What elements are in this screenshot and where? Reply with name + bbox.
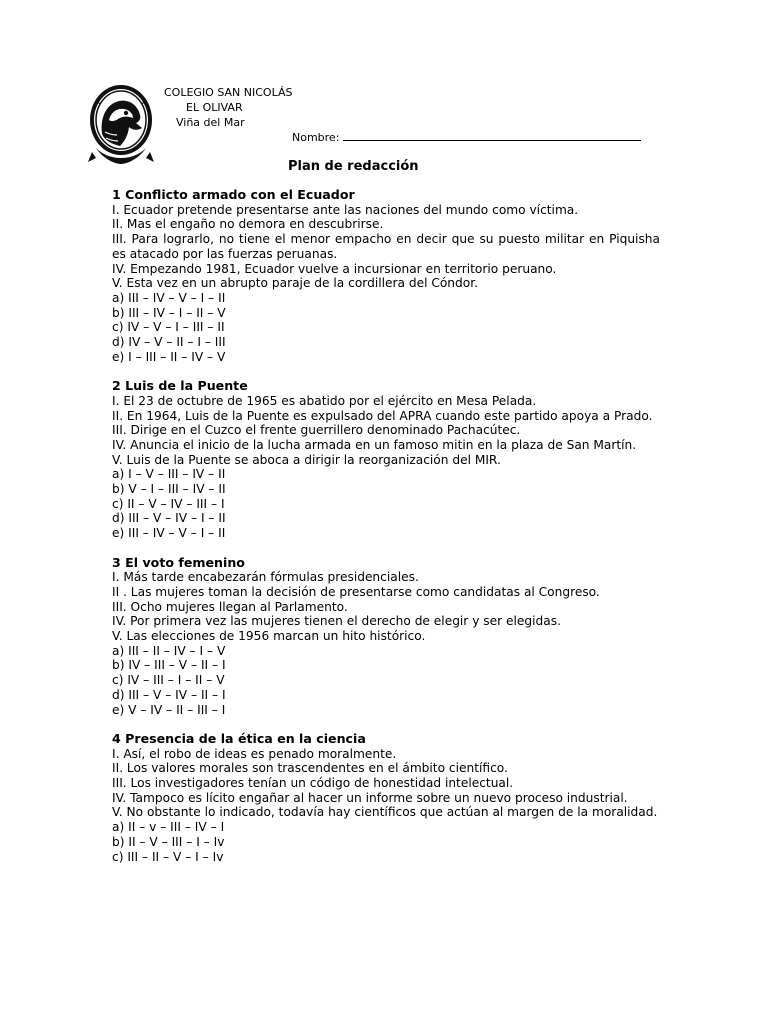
section-heading: 4 Presencia de la ética en la ciencia: [112, 730, 366, 746]
statement-line: V. No obstante lo indicado, todavía hay científicos que actúan al margen de la moralidad.: [112, 805, 658, 820]
statement-line: IV. Empezando 1981, Ecuador vuelve a incursionar en territorio peruano.: [112, 261, 557, 276]
statement-line: II. Los valores morales son trascendentes en el ámbito científico.: [112, 761, 508, 776]
answer-option: c) II – V – IV – III – I: [112, 496, 225, 511]
answer-option: b) III – IV – I – II – V: [112, 305, 226, 320]
answer-option: e) I – III – II – IV – V: [112, 349, 226, 364]
answer-option: b) IV – III – V – II – I: [112, 658, 226, 673]
answer-option: c) IV – V – I – III – II: [112, 320, 225, 335]
statement-line: III. Para lograrlo, no tiene el menor empacho en decir que su puesto militar en Piquisha es atacado por las fuerzas peruanas.: [112, 232, 660, 261]
name-blank-line[interactable]: [343, 130, 641, 141]
statement-line: II . Las mujeres toman la decisión de presentarse como candidatas al Congreso.: [112, 584, 600, 599]
exercise-section: [112, 188, 660, 364]
statement-line: III. Ocho mujeres llegan al Parlamento.: [112, 599, 348, 614]
exercise-section: [112, 732, 660, 864]
name-label: Nombre:: [292, 131, 340, 144]
answer-option: a) III – II – IV – I – V: [112, 643, 226, 658]
answer-option: a) I – V – III – IV – II: [112, 467, 226, 482]
statement-line: V. Las elecciones de 1956 marcan un hito histórico.: [112, 629, 426, 644]
statement-line: III. Los investigadores tenían un código de honestidad intelectual.: [112, 776, 514, 791]
answer-option: d) III – V – IV – II – I: [112, 687, 226, 702]
statement-line: I. Así, el robo de ideas es penado moralmente.: [112, 746, 397, 761]
answer-option: d) IV – V – II – I – III: [112, 335, 226, 350]
statement-line: I. Más tarde encabezarán fórmulas presidenciales.: [112, 570, 419, 585]
document-title: Plan de redacción: [288, 159, 419, 174]
exercise-list: [112, 188, 660, 879]
answer-option: e) III – IV – V – I – II: [112, 526, 226, 541]
eagle-crest-icon: [86, 82, 156, 170]
statement-line: I. El 23 de octubre de 1965 es abatido por el ejército en Mesa Pelada.: [112, 393, 537, 408]
section-heading: 2 Luis de la Puente: [112, 378, 248, 394]
answer-option: d) III – V – IV – I – II: [112, 511, 226, 526]
statement-line: IV. Tampoco es lícito engañar al hacer un informe sobre un nuevo proceso industrial.: [112, 790, 628, 805]
section-heading: 1 Conflicto armado con el Ecuador: [112, 187, 355, 202]
statement-line: III. Dirige en el Cuzco el frente guerrillero denominado Pachacútec.: [112, 423, 521, 438]
answer-option: a) III – IV – V – I – II: [112, 290, 226, 305]
school-name: COLEGIO SAN NICOLÁS: [164, 86, 293, 99]
statement-line: IV. Anuncia el inicio de la lucha armada en un famoso mitin en la plaza de San Martín.: [112, 437, 637, 452]
school-city: Viña del Mar: [176, 116, 245, 129]
statement-line: II. Mas el engaño no demora en descubrirse.: [112, 217, 384, 232]
statement-line: IV. Por primera vez las mujeres tienen el derecho de elegir y ser elegidas.: [112, 614, 561, 629]
statement-line: V. Luis de la Puente se aboca a dirigir la reorganización del MIR.: [112, 452, 501, 467]
answer-option: b) V – I – III – IV – II: [112, 482, 226, 497]
name-field-row: [292, 130, 641, 145]
section-heading: 3 El voto femenino: [112, 554, 245, 570]
exercise-section: [112, 379, 660, 541]
answer-option: b) II – V – III – I – Iv: [112, 834, 225, 849]
school-campus: EL OLIVAR: [186, 101, 243, 114]
exercise-section: [112, 556, 660, 718]
answer-option: a) II – v – III – IV – I: [112, 820, 225, 835]
statement-line: I. Ecuador pretende presentarse ante las naciones del mundo como víctima.: [112, 202, 579, 217]
answer-option: c) III – II – V – I – Iv: [112, 849, 224, 864]
statement-line: II. En 1964, Luis de la Puente es expulsado del APRA cuando este partido apoya a Prado.: [112, 408, 653, 423]
statement-line: V. Esta vez en un abrupto paraje de la cordillera del Cóndor.: [112, 276, 478, 291]
answer-option: e) V – IV – II – III – I: [112, 702, 226, 717]
answer-option: c) IV – III – I – II – V: [112, 673, 225, 688]
